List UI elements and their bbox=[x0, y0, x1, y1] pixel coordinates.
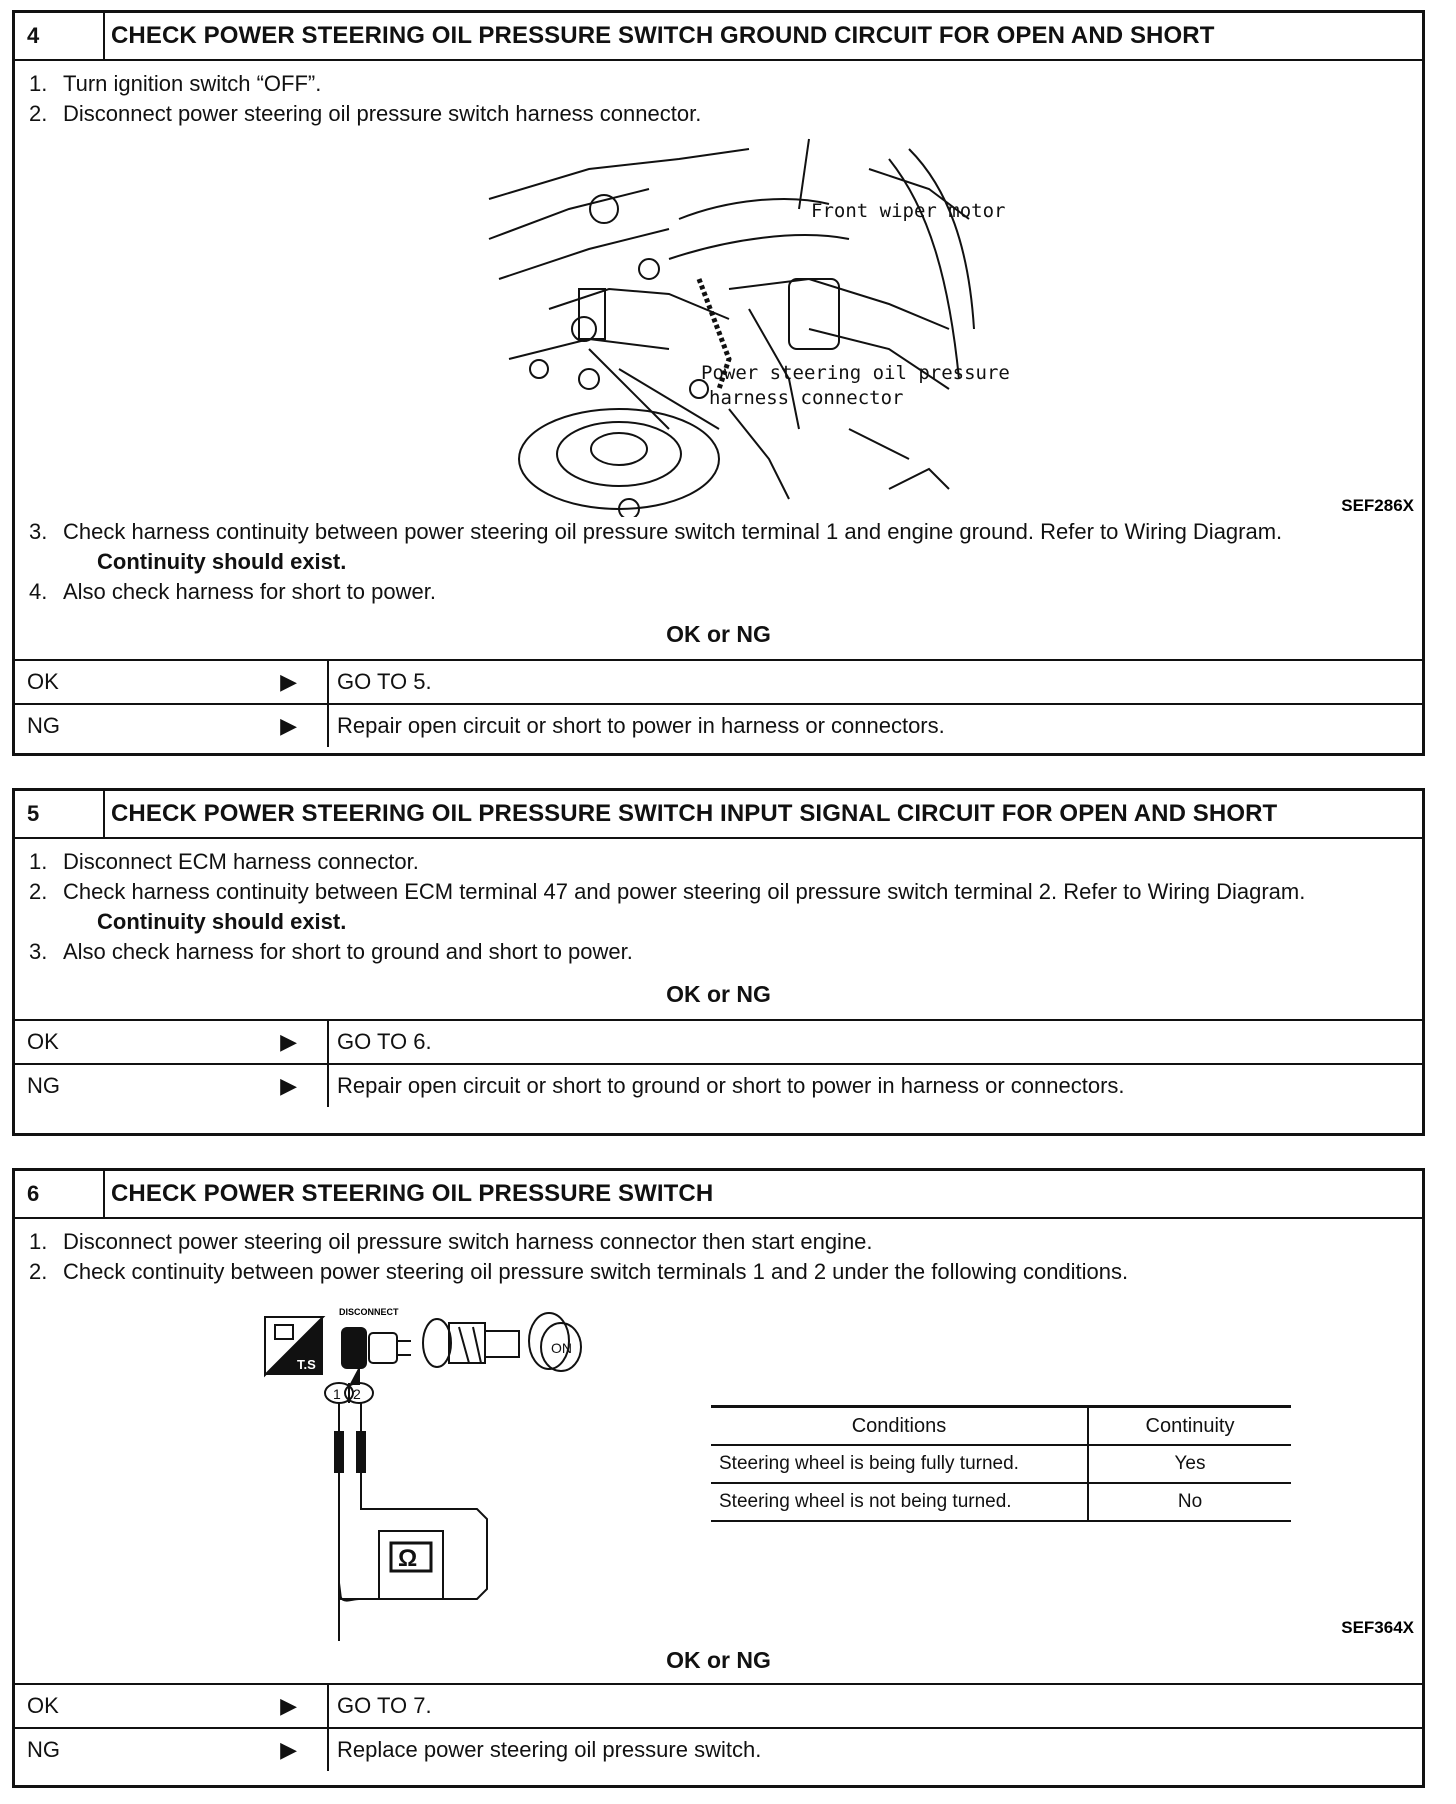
result-action: GO TO 5. bbox=[327, 661, 1422, 703]
result-action: Replace power steering oil pressure switch. bbox=[327, 1729, 1422, 1771]
expected-result-note: Continuity should exist. bbox=[97, 909, 347, 934]
result-action: Repair open circuit or short to power in harness or connectors. bbox=[327, 705, 1422, 747]
table-header-row bbox=[711, 1407, 1291, 1446]
table-row bbox=[711, 1483, 1291, 1521]
instruction-item: 4. Also check harness for short to power. bbox=[29, 579, 436, 604]
svg-text:T.S: T.S bbox=[297, 1357, 316, 1372]
figure-label-front-wiper-motor: Front wiper motor bbox=[811, 200, 1006, 222]
conditions-table bbox=[711, 1405, 1291, 1522]
ohmmeter-icon bbox=[379, 1531, 443, 1599]
instruction-item: 2. Disconnect power steering oil pressure switch harness connector. bbox=[29, 101, 702, 126]
result-row-ng bbox=[15, 703, 1422, 747]
result-action: Repair open circuit or short to ground or short to power in harness or connectors. bbox=[327, 1065, 1422, 1107]
engine-bay-illustration bbox=[29, 129, 1414, 517]
svg-text:1: 1 bbox=[333, 1386, 341, 1402]
terminal-connector bbox=[325, 1369, 487, 1641]
instruction-item: 1. Disconnect power steering oil pressure switch harness connector then start engine. bbox=[29, 1229, 873, 1254]
ok-or-ng-heading: OK or NG bbox=[666, 621, 771, 647]
step-title: CHECK POWER STEERING OIL PRESSURE SWITCH bbox=[111, 1180, 714, 1207]
result-action: GO TO 7. bbox=[327, 1685, 1422, 1727]
instruction-item: 3. Also check harness for short to ground and short to power. bbox=[29, 939, 633, 964]
figure-label-ps-connector-2: harness connector bbox=[709, 387, 904, 409]
step-header bbox=[15, 13, 1422, 61]
result-row-ng bbox=[15, 1063, 1422, 1107]
ok-or-ng-heading: OK or NG bbox=[666, 1647, 771, 1673]
result-row-ok bbox=[15, 1019, 1422, 1063]
table-cell: Yes bbox=[1088, 1445, 1291, 1483]
engine-bay-drawing bbox=[29, 129, 1414, 517]
step-title: CHECK POWER STEERING OIL PRESSURE SWITCH INPUT SIGNAL CIRCUIT FOR OPEN AND SHORT bbox=[111, 800, 1278, 827]
instruction-item: 1. Turn ignition switch “OFF”. bbox=[29, 71, 322, 96]
step-header bbox=[15, 791, 1422, 839]
table-cell: Steering wheel is not being turned. bbox=[711, 1483, 1088, 1521]
step-header bbox=[15, 1171, 1422, 1219]
result-row-ng bbox=[15, 1727, 1422, 1771]
table-header: Conditions bbox=[711, 1407, 1088, 1446]
pressure-switch-icon bbox=[423, 1319, 519, 1367]
result-key: OK bbox=[27, 1693, 59, 1718]
ignition-on-icon bbox=[529, 1313, 581, 1371]
table-cell: Steering wheel is being fully turned. bbox=[711, 1445, 1088, 1483]
svg-text:Ω: Ω bbox=[398, 1545, 418, 1572]
result-key: NG bbox=[27, 1073, 60, 1098]
ok-or-ng-heading: OK or NG bbox=[666, 981, 771, 1007]
arrow-icon: ▶ bbox=[280, 1073, 297, 1098]
result-key: OK bbox=[27, 1029, 59, 1054]
instruction-item: 1. Disconnect ECM harness connector. bbox=[29, 849, 419, 874]
expected-result-note: Continuity should exist. bbox=[97, 549, 347, 574]
instruction-item: 3. Check harness continuity between power steering oil pressure switch terminal 1 and engine ground. Refer to Wiring Diagram. bbox=[29, 519, 1283, 544]
step-number: 5 bbox=[15, 791, 105, 837]
step-block-5 bbox=[12, 788, 1425, 1136]
figure-reference-code: SEF286X bbox=[1341, 496, 1414, 515]
result-key: NG bbox=[27, 713, 60, 738]
svg-text:2: 2 bbox=[353, 1386, 361, 1402]
step-body bbox=[15, 839, 1422, 967]
figure-reference-code: SEF364X bbox=[1341, 1618, 1414, 1637]
arrow-icon: ▶ bbox=[280, 669, 297, 694]
disconnect-icon bbox=[339, 1307, 411, 1369]
step-number: 4 bbox=[15, 13, 105, 59]
step-body bbox=[15, 61, 1422, 607]
table-header: Continuity bbox=[1088, 1407, 1291, 1446]
result-row-ok bbox=[15, 1683, 1422, 1727]
step-body bbox=[15, 1219, 1422, 1641]
arrow-icon: ▶ bbox=[280, 1029, 297, 1054]
result-action: GO TO 6. bbox=[327, 1021, 1422, 1063]
figure-label-ps-connector-1: Power steering oil pressure bbox=[701, 362, 1010, 384]
ts-icon bbox=[265, 1317, 323, 1375]
step-number: 6 bbox=[15, 1171, 105, 1217]
instruction-item: 2. Check continuity between power steering oil pressure switch terminals 1 and 2 under the following conditions. bbox=[29, 1259, 1129, 1284]
table-row bbox=[711, 1445, 1291, 1483]
instruction-item: 2. Check harness continuity between ECM terminal 47 and power steering oil pressure switch terminal 2. Refer to Wiring Diagram. bbox=[29, 879, 1306, 904]
arrow-icon: ▶ bbox=[280, 1737, 297, 1762]
arrow-icon: ▶ bbox=[280, 1693, 297, 1718]
step-block-4 bbox=[12, 10, 1425, 756]
step-title: CHECK POWER STEERING OIL PRESSURE SWITCH GROUND CIRCUIT FOR OPEN AND SHORT bbox=[111, 22, 1215, 49]
svg-text:DISCONNECT: DISCONNECT bbox=[339, 1307, 399, 1317]
result-key: NG bbox=[27, 1737, 60, 1762]
table-cell: No bbox=[1088, 1483, 1291, 1521]
svg-text:ON: ON bbox=[551, 1340, 572, 1356]
step-block-6 bbox=[12, 1168, 1425, 1788]
result-row-ok bbox=[15, 659, 1422, 703]
result-key: OK bbox=[27, 669, 59, 694]
continuity-test-illustration bbox=[29, 1287, 1414, 1641]
arrow-icon: ▶ bbox=[280, 713, 297, 738]
